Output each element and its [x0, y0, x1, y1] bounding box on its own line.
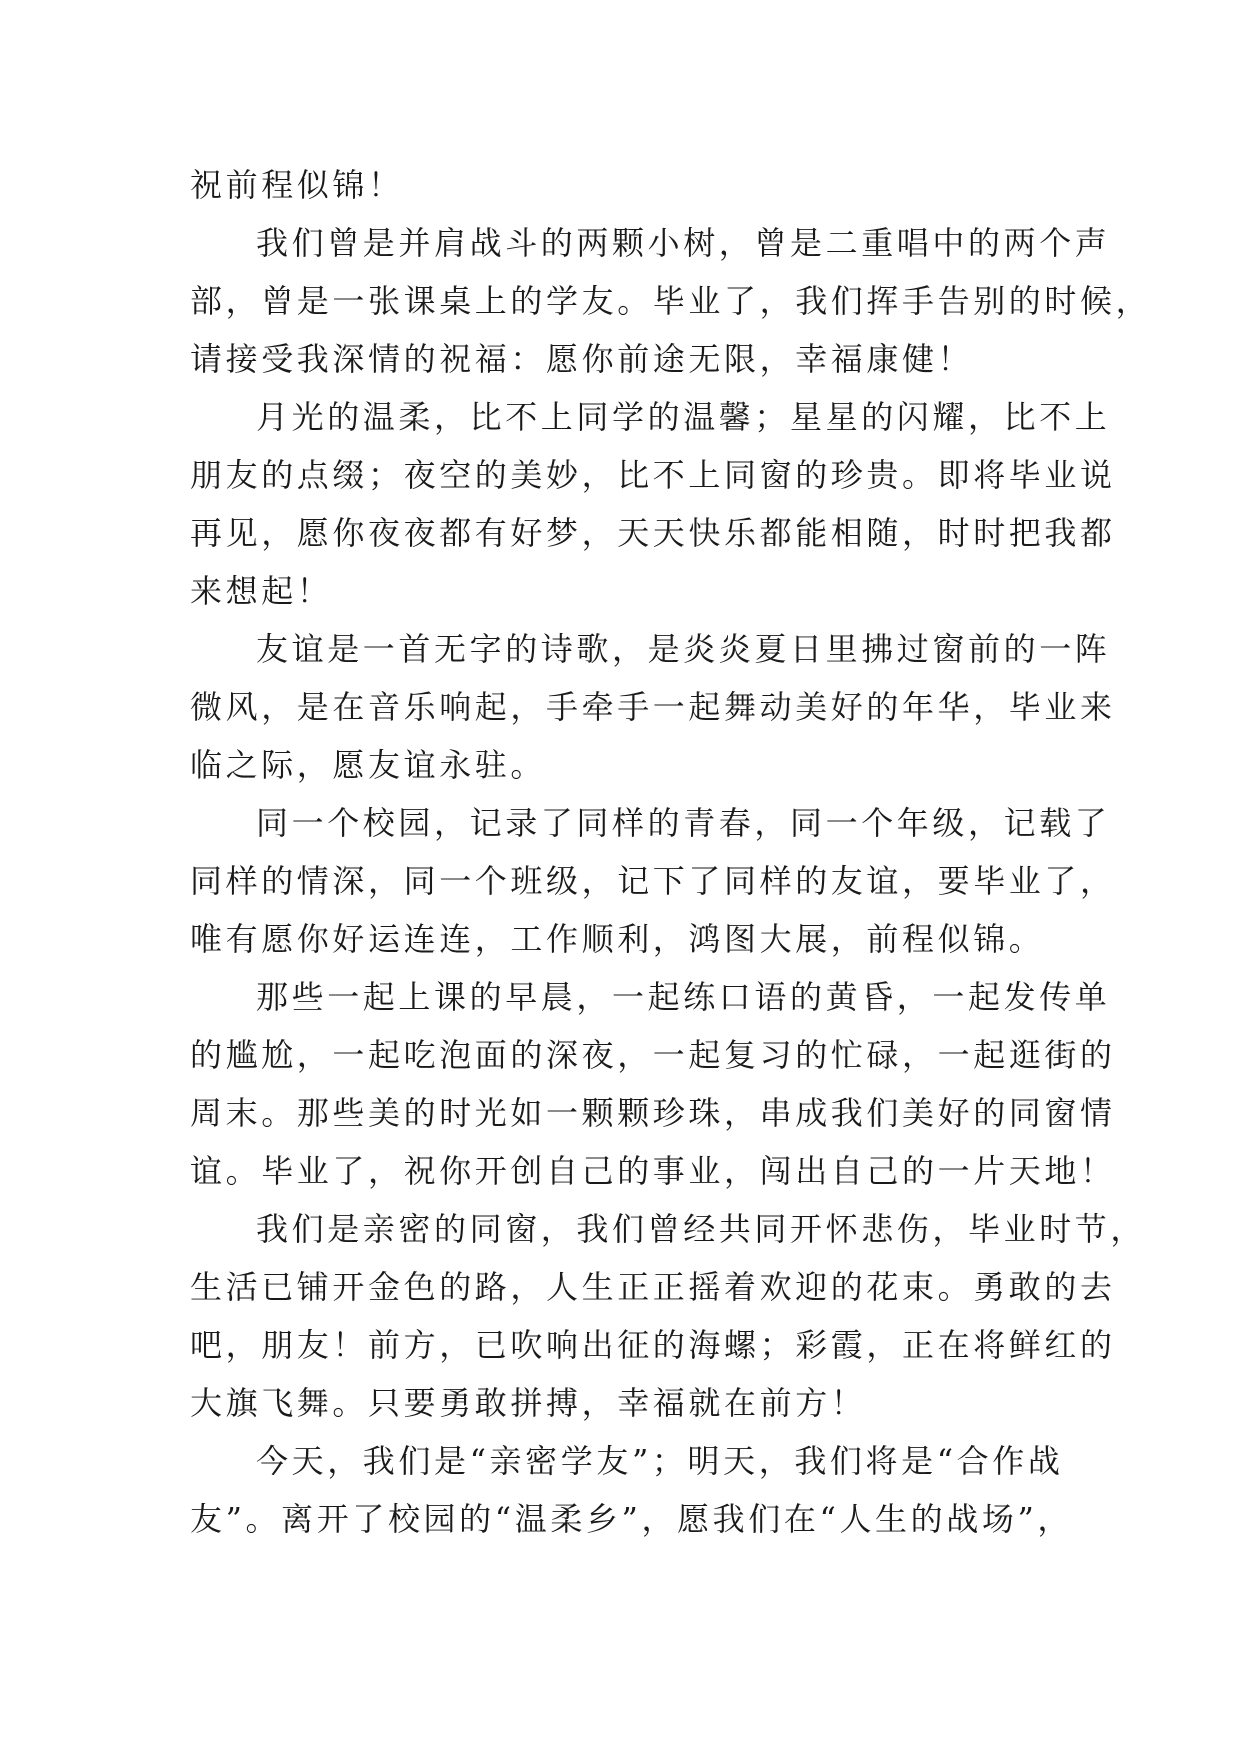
text-line: 同样的情深，同一个班级，记下了同样的友谊，要毕业了， [190, 862, 1116, 900]
text-line: 的尴尬，一起吃泡面的深夜，一起复习的忙碌，一起逛街的 [190, 1036, 1116, 1074]
text-line: 祝前程似锦！ [190, 166, 404, 204]
paragraph-first-line: 月光的温柔，比不上同学的温馨；星星的闪耀，比不上 [256, 398, 1111, 436]
paragraph-first-line: 我们曾是并肩战斗的两颗小树，曾是二重唱中的两个声 [256, 224, 1111, 262]
paragraph-first-line: 同一个校园，记录了同样的青春，同一个年级，记载了 [256, 804, 1111, 842]
text-line: 微风，是在音乐响起，手牵手一起舞动美好的年华，毕业来 [190, 688, 1116, 726]
text-line: 唯有愿你好运连连，工作顺利，鸿图大展，前程似锦。 [190, 920, 1045, 958]
text-line: 来想起！ [190, 572, 333, 610]
text-line: 周末。那些美的时光如一颗颗珍珠，串成我们美好的同窗情 [190, 1094, 1116, 1132]
text-line: 吧，朋友！前方，已吹响出征的海螺；彩霞，正在将鲜红的 [190, 1326, 1116, 1364]
paragraph-first-line: 那些一起上课的早晨，一起练口语的黄昏，一起发传单 [256, 978, 1111, 1016]
text-line: 大旗飞舞。只要勇敢拼搏，幸福就在前方！ [190, 1384, 867, 1422]
text-line: 请接受我深情的祝福：愿你前途无限，幸福康健！ [190, 340, 974, 378]
document-body [190, 156, 1152, 1548]
text-line: 再见，愿你夜夜都有好梦，天天快乐都能相随，时时把我都 [190, 514, 1116, 552]
text-line: 谊。毕业了，祝你开创自己的事业，闯出自己的一片天地！ [190, 1152, 1116, 1190]
paragraph-first-line: 我们是亲密的同窗，我们曾经共同开怀悲伤，毕业时节， [256, 1210, 1147, 1248]
text-line: 朋友的点缀；夜空的美妙，比不上同窗的珍贵。即将毕业说 [190, 456, 1116, 494]
paragraph-first-line: 今天，我们是“亲密学友”；明天，我们将是“合作战 [256, 1442, 1064, 1480]
text-line: 部，曾是一张课桌上的学友。毕业了，我们挥手告别的时候， [190, 282, 1152, 320]
text-line: 临之际，愿友谊永驻。 [190, 746, 547, 784]
paragraph-first-line: 友谊是一首无字的诗歌，是炎炎夏日里拂过窗前的一阵 [256, 630, 1111, 668]
text-line: 生活已铺开金色的路，人生正正摇着欢迎的花束。勇敢的去 [190, 1268, 1116, 1306]
text-line: 友”。离开了校园的“温柔乡”，愿我们在“人生的战场”， [190, 1500, 1073, 1538]
